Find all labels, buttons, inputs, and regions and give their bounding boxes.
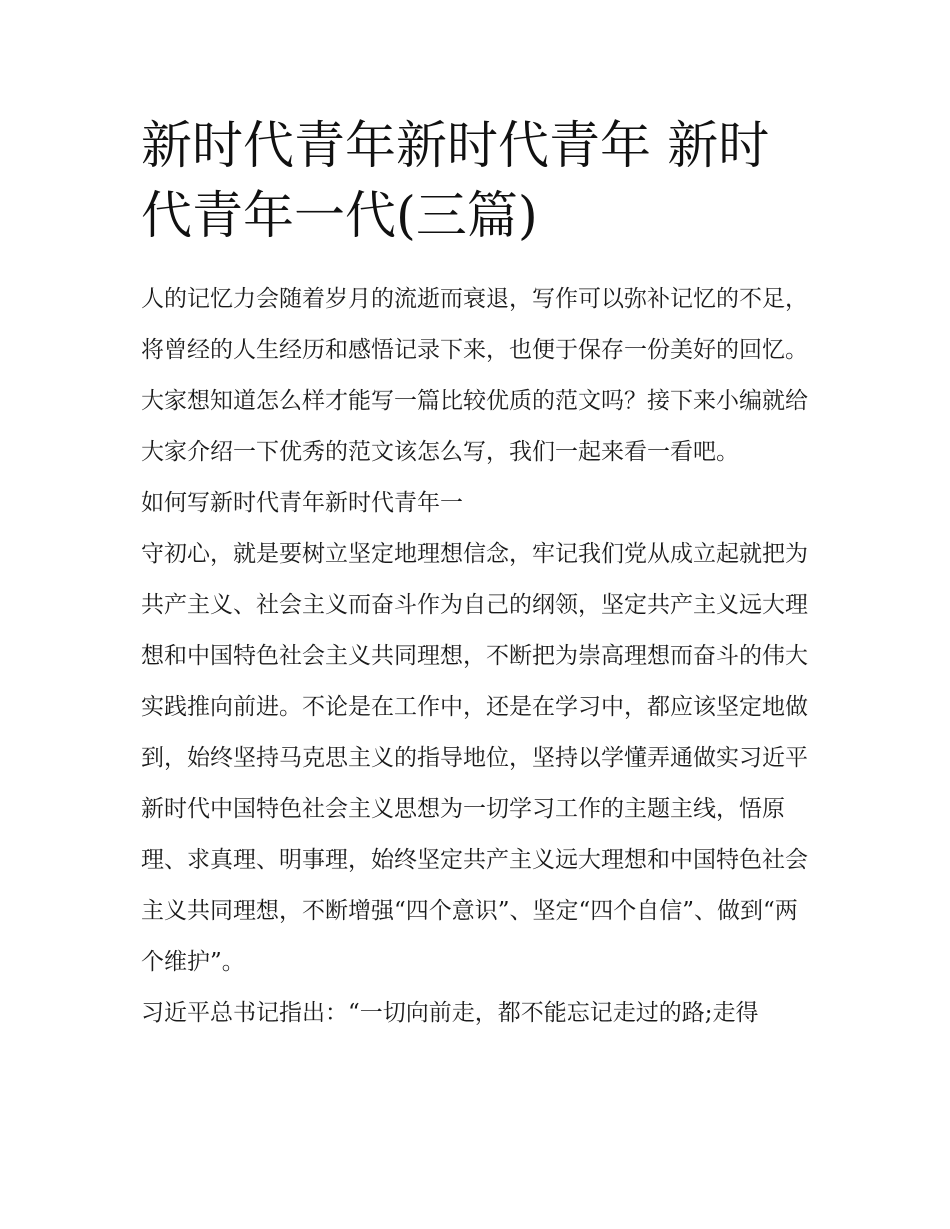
section-heading: 如何写新时代青年新时代青年一 <box>141 490 463 516</box>
body-paragraph-2: 习近平总书记指出：“一切向前走，都不能忘记走过的路;走得 <box>141 1000 759 1026</box>
document-content <box>141 112 813 1039</box>
document-title: 新时代青年新时代青年 新时代青年一代(三篇) <box>141 117 770 246</box>
body-paragraph-1: 守初心，就是要树立坚定地理想信念，牢记我们党从成立起就把为共产主义、社会主义而奋斗作为自己的纲领，坚定共产主义远大理想和中国特色社会主义共同理想，不断把为崇高理想而奋斗的伟大实践推向前进。不论是在工作中，还是在学习中，都应该坚定地做到，始终坚持马克思主义的指导地位，坚持以学懂弄通做实习近平新时代中国特色社会主义思想为一切学习工作的主题主线，悟原理、求真理、明事理，始终坚定共产主义远大理想和中国特色社会主义共同理想，不断增强“四个意识”、坚定“四个自信”、做到“两个维护”。 <box>141 541 808 975</box>
intro-paragraph: 人的记忆力会随着岁月的流逝而衰退，写作可以弥补记忆的不足，将曾经的人生经历和感悟记录下来，也便于保存一份美好的回忆。大家想知道怎么样才能写一篇比较优质的范文吗？接下来小编就给大家介绍一下优秀的范文该怎么写，我们一起来看一看吧。 <box>141 286 808 465</box>
